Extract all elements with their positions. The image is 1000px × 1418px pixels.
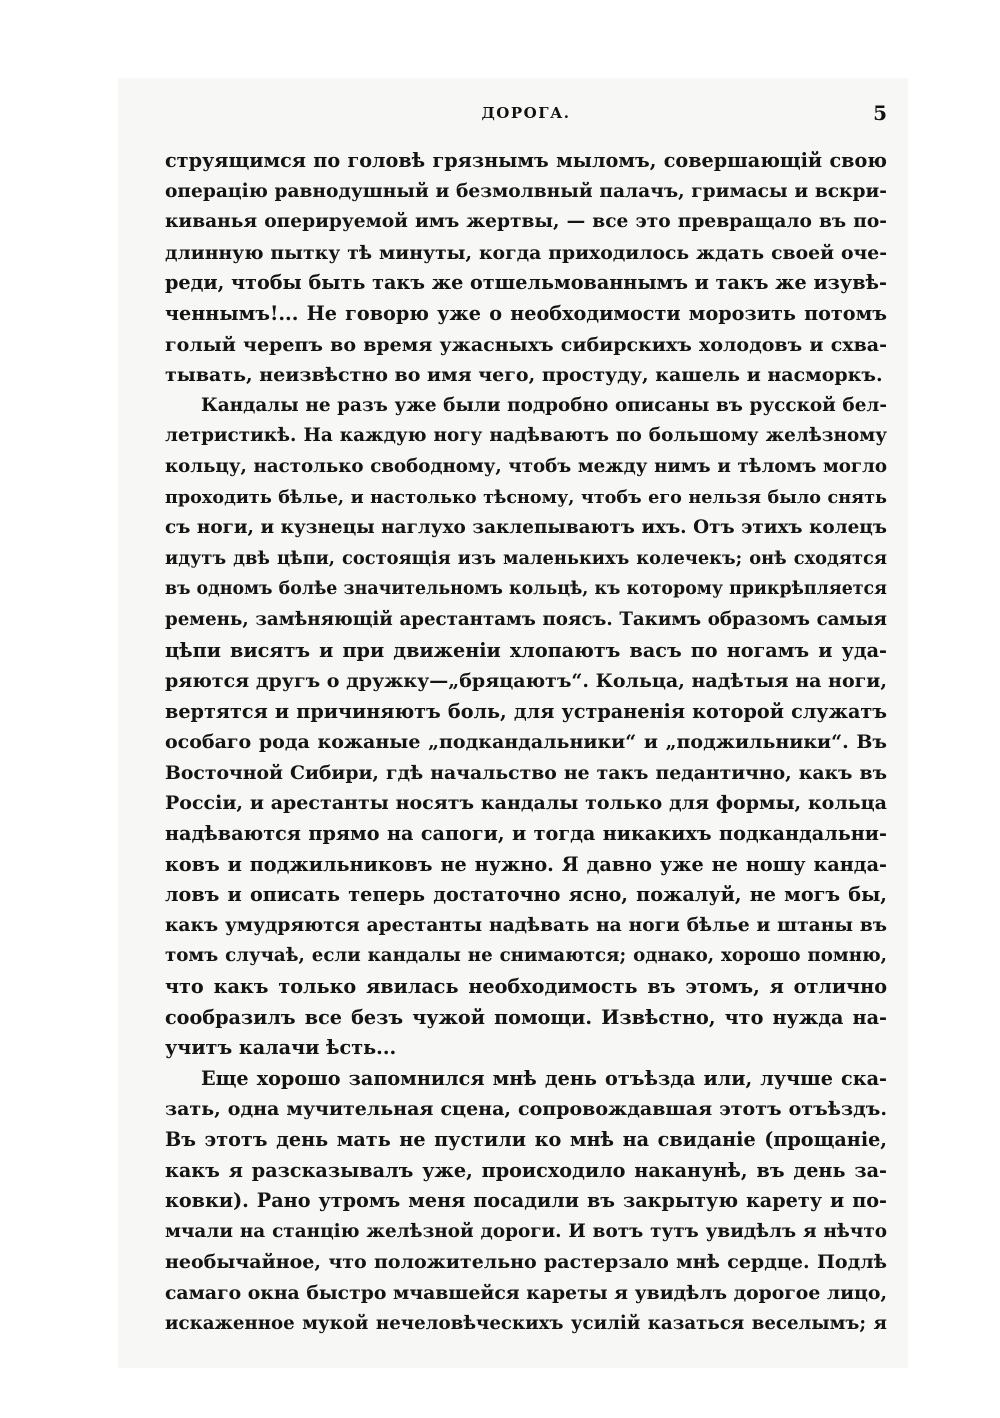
text-line: мчали на станцію желѣзной дороги. И вотъ тутъ увидѣлъ я нѣчто bbox=[165, 1220, 887, 1242]
body-text bbox=[165, 146, 887, 1339]
text-line: томъ случаѣ, если кандалы не снимаются; однако, хорошо помню, bbox=[165, 945, 887, 967]
page-header bbox=[165, 101, 887, 128]
text-line: ковки). Рано утромъ меня посадили въ закрытую карету и по- bbox=[165, 1189, 887, 1213]
text-line: операцію равнодушный и безмолвный палачъ, гримасы и вскри- bbox=[165, 180, 887, 202]
text-line: тывать, неизвѣстно во имя чего, простуду, кашель и насморкъ. bbox=[165, 364, 883, 387]
text-line: струящимся по головѣ грязнымъ мыломъ, совершающій свою bbox=[165, 149, 887, 172]
text-line: Восточной Сибири, гдѣ начальство не такъ педантично, какъ въ bbox=[165, 761, 887, 784]
text-line: цѣпи висятъ и при движеніи хлопаютъ васъ по ногамъ и уда- bbox=[165, 638, 887, 662]
text-line: въ одномъ болѣе значительномъ кольцѣ, къ которому прикрѣпляется bbox=[165, 579, 887, 600]
text-line: сообразилъ все безъ чужой помощи. Извѣстно, что нужда на- bbox=[165, 1005, 887, 1029]
text-line: реди, чтобы быть такъ же отшельмованнымъ и такъ же изувѣ- bbox=[165, 271, 887, 295]
text-line: ченнымъ!... Не говорю уже о необходимости морозить потомъ bbox=[165, 301, 887, 325]
text-line: киванья оперируемой имъ жертвы, — все это превращало въ по- bbox=[165, 211, 887, 233]
text-line: ремень, замѣняющій арестантамъ поясъ. Такимъ образомъ самыя bbox=[165, 608, 887, 630]
text-line: зать, одна мучительная сцена, сопровождавшая этотъ отъѣздъ. bbox=[165, 1098, 887, 1121]
text-line: ковъ и поджильниковъ не нужно. Я давно уже не ношу канда- bbox=[165, 852, 887, 876]
text-line: учитъ калачи ѣсть... bbox=[165, 1036, 397, 1060]
text-line: съ ноги, и кузнецы наглухо заклепываютъ ихъ. Отъ этихъ колецъ bbox=[165, 517, 887, 539]
text-line: какъ я разсказывалъ уже, происходило наканунѣ, въ день за- bbox=[165, 1158, 887, 1182]
running-title: ДОРОГА. bbox=[481, 104, 571, 122]
text-line: голый черепъ во время ужасныхъ сибирскихъ холодовъ и схва- bbox=[165, 333, 887, 356]
text-line: искаженное мукой нечеловѣческихъ усилій казаться веселымъ; я bbox=[165, 1312, 887, 1334]
text-line: длинную пытку тѣ минуты, когда приходилось ждать своей оче- bbox=[165, 241, 887, 264]
text-line: летристикѣ. На каждую ногу надѣваютъ по большому желѣзному bbox=[165, 425, 887, 447]
text-line: идутъ двѣ цѣпи, состоящія изъ маленькихъ колечекъ; онѣ сходятся bbox=[165, 547, 887, 569]
text-line: особаго рода кожаные „подкандальники“ и „поджильники“. Въ bbox=[165, 731, 887, 754]
text-line: кольцу, настолько свободному, чтобъ между нимъ и тѣломъ могло bbox=[165, 455, 887, 477]
text-line: проходить бѣлье, и настолько тѣсному, чтобъ его нельзя было снять bbox=[165, 486, 887, 508]
text-line: надѣваются прямо на сапоги, и тогда никакихъ подкандальни- bbox=[165, 822, 887, 846]
text-line: ряются другъ о дружку—„бряцаютъ“. Кольца, надѣтыя на ноги, bbox=[165, 670, 887, 693]
text-line: Кандалы не разъ уже были подробно описаны въ русской бел- bbox=[201, 394, 887, 416]
text-line: самаго окна быстро мчавшейся кареты я увидѣлъ дорогое лицо, bbox=[165, 1281, 887, 1304]
text-line: вертятся и причиняютъ боль, для устраненія которой служатъ bbox=[165, 699, 887, 723]
text-line: что какъ только явилась необходимость въ этомъ, я отлично bbox=[165, 975, 887, 999]
page-number: 5 bbox=[873, 101, 887, 125]
text-line: какъ умудряются арестанты надѣвать на ноги бѣлье и штаны въ bbox=[165, 914, 887, 936]
text-line: ловъ и описать теперь достаточно ясно, пожалуй, не могъ бы, bbox=[165, 883, 887, 907]
text-line: Еще хорошо запомнился мнѣ день отъѣзда или, лучше ска- bbox=[201, 1066, 887, 1090]
text-line: необычайное, что положительно растерзало мнѣ сердце. Подлѣ bbox=[165, 1251, 887, 1274]
text-line: Въ этотъ день мать не пустили ко мнѣ на свиданіе (прощаніе, bbox=[165, 1128, 887, 1151]
text-line: Россіи, и арестанты носятъ кандалы только для формы, кольца bbox=[165, 792, 887, 815]
